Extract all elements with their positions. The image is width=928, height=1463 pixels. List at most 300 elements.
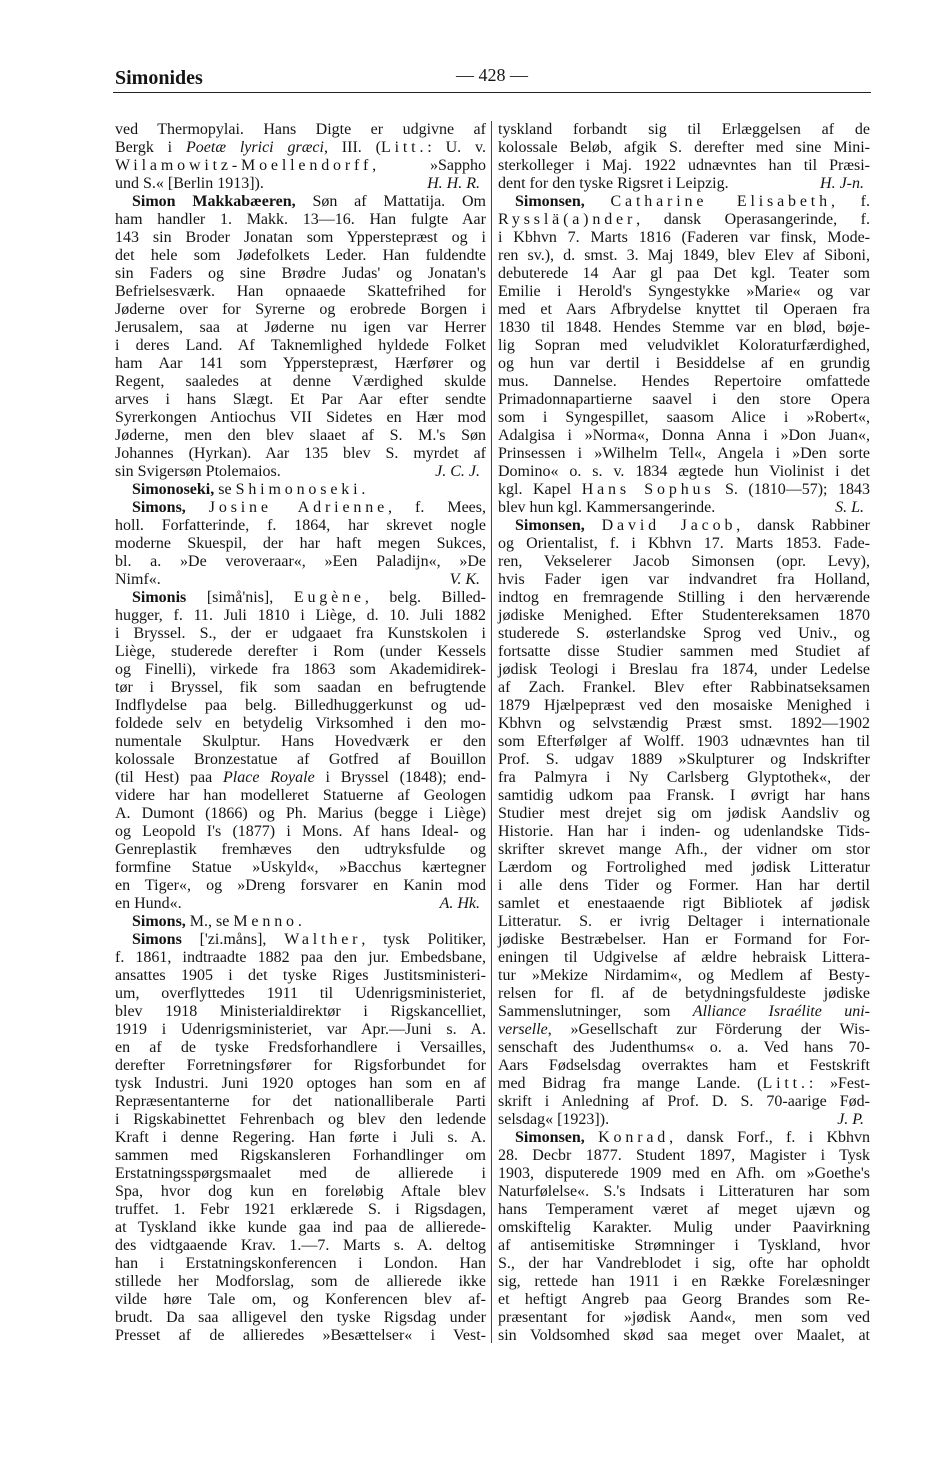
line-text: Spa, hvor dog kun en foreløbig Aftale blev	[115, 1183, 486, 1200]
page-header	[113, 62, 871, 92]
line-content	[498, 913, 870, 931]
text-line	[498, 229, 870, 247]
text-line	[498, 1165, 870, 1183]
line-text: det hele som Jødefolkets Leder. Han fuldendte	[115, 247, 486, 264]
line-text	[585, 193, 611, 210]
text-line	[498, 499, 870, 517]
line-text: tør i Bryssel, fik som saadan en befrugtende	[115, 679, 486, 696]
line-content	[115, 139, 486, 157]
text-line	[498, 787, 870, 805]
line-content	[115, 697, 486, 715]
line-text: indtog en fremragende Stilling i den herværende	[498, 589, 870, 606]
line-text: Jøderne over for Syrerne og erobrede Borgen i	[115, 301, 486, 318]
text-line	[115, 823, 486, 841]
line-text: Liège, studerede derefter i Rom (under Kessels	[115, 643, 486, 660]
line-content	[115, 553, 486, 571]
text-line	[115, 859, 486, 877]
line-content	[498, 805, 870, 823]
text-line	[498, 1129, 870, 1147]
text-line	[498, 211, 870, 229]
line-content	[115, 643, 486, 661]
text-line	[115, 1021, 486, 1039]
line-content	[498, 499, 715, 517]
text-line	[115, 247, 486, 265]
line-content	[498, 409, 870, 427]
line-text: Repræsentanterne for det nationalliberale Parti	[115, 1093, 486, 1110]
text-line	[498, 1291, 870, 1309]
line-content	[115, 1165, 486, 1183]
line-text: lig Sopran med veludviklet Koloraturfærdighed,	[498, 337, 870, 354]
line-content	[515, 193, 870, 211]
text-line	[498, 355, 870, 373]
line-text: som Efterfølger af Wolff. 1903 udnævntes han til	[498, 733, 870, 750]
line-content	[115, 319, 486, 337]
line-text: fortsatte disse Studier sammen med Studiet af	[498, 643, 870, 660]
line-content	[498, 535, 870, 553]
line-text: Adalgisa i »Norma«, Donna Anna i »Don Juan«,	[498, 427, 870, 444]
text-line	[498, 175, 870, 193]
text-line	[498, 877, 870, 895]
line-content	[115, 409, 486, 427]
line-text: skrift i Anledning af Prof. D. S. 70-aarige Fød-	[498, 1093, 870, 1110]
text-line	[498, 1255, 870, 1273]
line-content	[115, 805, 486, 823]
text-line	[498, 823, 870, 841]
line-text: Erstatningsspørgsmaalet med de allierede i	[115, 1165, 486, 1182]
line-content	[132, 931, 486, 949]
line-text: mus. Dannelse. Hendes Repertoire omfattede	[498, 373, 870, 390]
line-text: samtidig udkom paa Fransk. I øvrigt har hans	[498, 787, 870, 804]
text-line	[498, 391, 870, 409]
text-line	[115, 301, 486, 319]
line-content	[115, 535, 486, 553]
spaced-name: Wilamowitz-Moellendorff	[115, 157, 373, 174]
text-line	[498, 337, 870, 355]
text-line	[498, 697, 870, 715]
column-divider	[491, 121, 492, 1343]
text-line	[498, 1021, 870, 1039]
line-text: jødiske Bestræbelser. Han er Formand for For-	[498, 931, 870, 948]
line-content	[498, 1273, 870, 1291]
entry-headword: Simonsen,	[515, 517, 585, 534]
line-text: S., der har Vandreblodet i sig, ofte har opholdt	[498, 1255, 870, 1272]
line-content	[115, 1291, 486, 1309]
line-text: ren, Vekselerer Jacob Simonsen (opr. Levy),	[498, 553, 870, 570]
text-line	[115, 1255, 486, 1273]
line-text: holl. Forfatterinde, f. 1864, har skrevet nogle	[115, 517, 486, 534]
line-text: Søn af Mattatija. Om	[295, 193, 486, 210]
line-text: Jøderne, men den blev slaaet af S. M.'s Søn	[115, 427, 486, 444]
text-line	[115, 1075, 486, 1093]
text-line	[115, 1093, 486, 1111]
text-line	[115, 355, 486, 373]
line-text: Kbhvn og selvstændig Præst smst. 1892—1902	[498, 715, 870, 732]
text-line	[498, 481, 870, 499]
line-text: i Rigskabinettet Fehrenbach og blev den ledende	[115, 1111, 486, 1128]
line-content	[498, 373, 870, 391]
line-content	[498, 1219, 870, 1237]
text-line	[498, 301, 870, 319]
text-line	[498, 265, 870, 283]
text-line	[115, 1219, 486, 1237]
line-content	[498, 319, 870, 337]
line-content	[115, 445, 486, 463]
line-text: ham handler 1. Makk. 13—16. Han fulgte Aar	[115, 211, 486, 228]
spaced-name: Eugène	[293, 589, 365, 606]
line-content	[498, 679, 870, 697]
spaced-name: Litt.	[380, 139, 428, 156]
line-text: med et Aars Afbrydelse knyttet til Operaen fra	[498, 301, 870, 318]
line-content	[498, 985, 870, 1003]
text-line	[498, 643, 870, 661]
line-text: , belg. Billed-	[364, 589, 486, 606]
text-line	[115, 1327, 486, 1345]
line-text: og Leopold I's (1877) i Mons. Af hans Ideal- og	[115, 823, 486, 840]
line-text: kolossale Bronzestatue af Gotfred af Bouillon	[115, 751, 486, 768]
text-line	[498, 517, 870, 535]
text-line	[498, 1237, 870, 1255]
text-line	[115, 751, 486, 769]
text-line	[498, 1147, 870, 1165]
line-content	[115, 265, 486, 283]
line-content	[498, 769, 870, 787]
line-content	[498, 589, 870, 607]
line-text: Prof. S. udgav 1889 »Skulpturer og Indskrifter	[498, 751, 870, 768]
line-content	[498, 157, 870, 175]
line-content	[498, 733, 870, 751]
line-text: eningen til Udgivelse af ældre hebraisk Littera-	[498, 949, 870, 966]
line-text: ['zi.måns],	[181, 931, 285, 948]
line-content	[498, 301, 870, 319]
line-text: jødiske Menighed. Efter Studentereksamen 1870	[498, 607, 870, 624]
line-content	[115, 967, 486, 985]
line-text: Kraft i denne Regering. Han førte i Juli s. A.	[115, 1129, 486, 1146]
line-content	[498, 1039, 870, 1057]
text-line	[115, 967, 486, 985]
spaced-name: Hans Sophus	[581, 481, 715, 498]
line-content	[498, 1165, 870, 1183]
line-content	[498, 877, 870, 895]
line-text: skrifter skrevet mange Afh., der vidner om stor	[498, 841, 870, 858]
line-content	[498, 895, 870, 913]
line-text: kolossale Beløb, afgik S. derefter med sine Mini-	[498, 139, 870, 156]
line-content	[115, 1309, 486, 1327]
author-signature: S. L.	[835, 499, 864, 516]
line-text: bl. a. »De veroveraar«, »Een Paladijn«, »De	[115, 553, 486, 570]
text-line	[498, 553, 870, 571]
text-line	[498, 1057, 870, 1075]
line-content	[132, 913, 302, 931]
line-text: brudt. Da saa alligevel den tyske Rigsdag under	[115, 1309, 486, 1326]
line-content	[115, 877, 486, 895]
text-line	[115, 229, 486, 247]
line-text: med Bidrag fra mange Lande. (	[498, 1075, 763, 1092]
text-line	[115, 1165, 486, 1183]
line-content	[498, 463, 870, 481]
text-line	[115, 1057, 486, 1075]
text-line	[115, 985, 486, 1003]
text-line	[115, 571, 486, 589]
line-content	[498, 931, 870, 949]
line-text: sin Svigersøn Ptolemaios.	[115, 463, 281, 480]
entry-headword: Simonis	[132, 589, 187, 606]
spaced-name: Litt.	[762, 1075, 809, 1092]
line-content	[498, 229, 870, 247]
line-content	[115, 607, 486, 625]
text-line	[498, 769, 870, 787]
line-text: af antisemitiske Strømninger i Tyskland, hvor	[498, 1237, 870, 1254]
line-content	[115, 985, 486, 1003]
text-line	[115, 805, 486, 823]
text-line	[115, 1039, 486, 1057]
line-text: [simå'nis],	[186, 589, 294, 606]
text-line	[115, 643, 486, 661]
line-text: A. Dumont (1866) og Ph. Marius (begge i Liège)	[115, 805, 486, 822]
line-text: ham Aar 141 som Ypperstepræst, Hærfører og	[115, 355, 486, 372]
line-content	[498, 661, 870, 679]
line-content	[115, 211, 486, 229]
line-content	[498, 823, 870, 841]
line-text: Befrielsesværk. Han opnaaede Skattefrihed for	[115, 283, 486, 300]
text-line	[115, 913, 486, 931]
text-line	[115, 1237, 486, 1255]
author-signature: H. H. R.	[427, 175, 480, 192]
text-line	[115, 283, 486, 301]
text-line	[115, 427, 486, 445]
line-text: 143 sin Broder Jonatan som Ypperstepræst og i	[115, 229, 486, 246]
line-text: i Bryssel. S., der er udgaaet fra Kunstskolen i	[115, 625, 486, 642]
line-text: Regent, saaledes at denne Værdighed skulde	[115, 373, 486, 390]
text-line	[498, 949, 870, 967]
text-line	[498, 319, 870, 337]
line-content	[498, 571, 870, 589]
entry-headword: Simonsen,	[515, 1129, 585, 1146]
line-text: , »Sappho	[372, 157, 486, 174]
line-text: Nimf«.	[115, 571, 161, 588]
line-content	[115, 373, 486, 391]
line-content	[132, 481, 365, 499]
author-signature: J. P.	[837, 1111, 864, 1128]
text-line	[498, 1201, 870, 1219]
line-text: og Orientalist, f. i Kbhvn 17. Marts 1853. Fade-	[498, 535, 870, 552]
text-line	[498, 1273, 870, 1291]
text-line	[498, 247, 870, 265]
text-line	[115, 157, 486, 175]
line-content	[115, 517, 486, 535]
line-text: Primadonnapartierne saavel i den store Opera	[498, 391, 870, 408]
line-text: en Hund«.	[115, 895, 182, 912]
line-text: Studier mest drejet sig om jødisk Aandsliv og	[498, 805, 870, 822]
text-line	[498, 679, 870, 697]
text-line	[115, 211, 486, 229]
text-line	[115, 1129, 486, 1147]
line-text: omskiftelig Karakter. Mulig under Paavirkning	[498, 1219, 870, 1236]
line-text: des vidtgaaende Krav. 1.—7. Marts s. A. deltog	[115, 1237, 486, 1254]
line-content	[115, 1147, 486, 1165]
line-text: Prinsessen i »Wilhelm Tell«, Angela i »Den sorte	[498, 445, 870, 462]
line-text: ved Thermopylai. Hans Digte er udgivne af	[115, 121, 486, 138]
text-line	[498, 661, 870, 679]
line-text: , III. (	[323, 139, 381, 156]
line-content	[498, 1309, 870, 1327]
line-content	[115, 1273, 486, 1291]
text-line	[115, 949, 486, 967]
line-content	[515, 517, 870, 535]
line-text: stillede her Modforslag, som de allierede ikke	[115, 1273, 486, 1290]
line-content	[115, 679, 486, 697]
line-text: Jerusalem, saa at Jøderne nu igen var Herrer	[115, 319, 486, 336]
line-content	[115, 769, 486, 787]
line-text: samlet et enestaaende rigt Bibliotek af jødisk	[498, 895, 870, 912]
italic-text: Alliance Israélite uni-	[692, 1003, 870, 1020]
text-line	[115, 121, 486, 139]
line-text: hugger, f. 11. Juli 1810 i Liège, d. 10. Juli 1882	[115, 607, 486, 624]
line-text: um, overflyttedes 1911 til Udenrigsministeriet,	[115, 985, 486, 1002]
line-text: , dansk Operasangerinde, f.	[636, 211, 870, 228]
italic-text: verselle	[498, 1021, 548, 1038]
line-text: .	[361, 481, 366, 498]
line-text: sterkolleger i Maj. 1922 udnævntes han til Præsi-	[498, 157, 870, 174]
line-text: , tysk Politiker,	[361, 931, 486, 948]
line-content	[498, 967, 870, 985]
line-content	[115, 301, 486, 319]
text-line	[115, 1003, 486, 1021]
text-line	[115, 661, 486, 679]
line-content	[498, 715, 870, 733]
line-text: Naturfølelse«. S.'s Indsats i Litteraturen har som	[498, 1183, 870, 1200]
line-text: jødisk Teologi i Breslau fra 1874, under Ledelse	[498, 661, 870, 678]
line-content	[515, 1129, 870, 1147]
line-content	[498, 607, 870, 625]
line-content	[115, 1093, 486, 1111]
line-content	[498, 553, 870, 571]
line-text: fra Palmyra i Ny Carlsberg Glyptothek«, der	[498, 769, 870, 786]
text-line	[115, 769, 486, 787]
text-line	[115, 1147, 486, 1165]
spaced-name: Walther	[284, 931, 362, 948]
text-line	[115, 1309, 486, 1327]
line-text: 1879 Hjælpepræst ved den mosaiske Menighed i	[498, 697, 870, 714]
text-line	[498, 283, 870, 301]
text-line	[115, 553, 486, 571]
line-text: Presset af de allieredes »Besættelser« i Vest-	[115, 1327, 486, 1344]
line-text: Syrerkongen Antiochus VII Sidetes en Hær mod	[115, 409, 486, 426]
line-text: et heftigt Angreb paa Georg Brandes som Re-	[498, 1291, 870, 1308]
line-content	[115, 1255, 486, 1273]
text-line	[498, 1075, 870, 1093]
entry-headword: Simonoseki,	[132, 481, 215, 498]
line-text: , dansk Forf., f. i Kbhvn	[669, 1129, 870, 1146]
line-content	[115, 175, 264, 193]
text-line	[498, 1039, 870, 1057]
line-content	[115, 1237, 486, 1255]
text-line	[115, 931, 486, 949]
line-content	[132, 589, 486, 607]
text-line	[115, 895, 486, 913]
line-text: M., se	[185, 913, 234, 930]
text-line	[498, 373, 870, 391]
line-content	[498, 337, 870, 355]
line-text: Litteratur. S. er ivrig Deltager i internationale	[498, 913, 870, 930]
line-content	[498, 481, 870, 499]
line-content	[498, 697, 870, 715]
line-text: af Zach. Frankel. Blev efter Rabbinatseksamen	[498, 679, 870, 696]
line-text: videre har han modelleret Statuerne af Geologen	[115, 787, 486, 804]
text-line	[115, 265, 486, 283]
line-text: sin Faders og sine Brødre Judas' og Jonatan's	[115, 265, 486, 282]
text-line	[115, 877, 486, 895]
line-content	[498, 1075, 870, 1093]
text-line	[115, 517, 486, 535]
line-content	[498, 265, 870, 283]
line-text: Bergk i	[115, 139, 186, 156]
text-line	[115, 1273, 486, 1291]
line-content	[498, 283, 870, 301]
line-text: kgl. Kapel	[498, 481, 582, 498]
entry-headword: Simons,	[132, 499, 186, 516]
line-content	[498, 121, 870, 139]
line-text: en af de tyske Fredsforhandlere i Versailles,	[115, 1039, 486, 1056]
line-content	[115, 1039, 486, 1057]
text-line	[498, 409, 870, 427]
line-text: Aars Fødselsdag overraktes ham et Festskrift	[498, 1057, 870, 1074]
text-line	[498, 859, 870, 877]
line-content	[498, 211, 870, 229]
line-text: , »Gesellschaft zur Förderung der Wis-	[547, 1021, 870, 1038]
text-line	[115, 589, 486, 607]
text-line	[498, 607, 870, 625]
author-signature: H. J-n.	[820, 175, 864, 192]
line-content	[115, 1219, 486, 1237]
line-text: se	[214, 481, 236, 498]
left-column	[115, 121, 486, 1345]
line-content	[498, 1057, 870, 1075]
line-text: at Tyskland ikke kunde gaa ind paa de allierede-	[115, 1219, 486, 1236]
text-line	[115, 625, 486, 643]
spaced-name: Shimonoseki	[235, 481, 362, 498]
line-content	[498, 841, 870, 859]
text-line	[498, 427, 870, 445]
text-line	[498, 139, 870, 157]
line-content	[498, 859, 870, 877]
line-content	[498, 1021, 870, 1039]
line-content	[498, 139, 870, 157]
text-line	[498, 625, 870, 643]
line-content	[498, 1201, 870, 1219]
line-content	[498, 1255, 870, 1273]
line-content	[498, 751, 870, 769]
line-text: blev hun kgl. Kammersangerinde.	[498, 499, 716, 516]
line-content	[115, 121, 486, 139]
line-text	[585, 1129, 598, 1146]
running-head: Simonides	[115, 67, 203, 89]
line-content	[115, 283, 486, 301]
line-text: truffet. 1. Febr 1921 erklærede S. i Rigsdagen,	[115, 1201, 486, 1218]
line-text: : U. v.	[427, 139, 486, 156]
line-content	[498, 1183, 870, 1201]
text-line	[498, 589, 870, 607]
line-text: og hun var dertil i Besiddelse af en grundig	[498, 355, 870, 372]
line-text: Lærdom og Fortrolighed med jødisk Litteratur	[498, 859, 870, 876]
text-line	[498, 805, 870, 823]
header-rule	[113, 92, 871, 93]
text-line	[498, 985, 870, 1003]
line-text: en Tiger«, og »Dreng forsvarer en Kanin mod	[115, 877, 486, 894]
text-line	[498, 193, 870, 211]
line-text: Genreplastik fremhæves den udtryksfulde og	[115, 841, 486, 858]
line-text: formfine Statue »Uskyld«, »Bacchus kærtegner	[115, 859, 486, 876]
text-line	[115, 1111, 486, 1129]
